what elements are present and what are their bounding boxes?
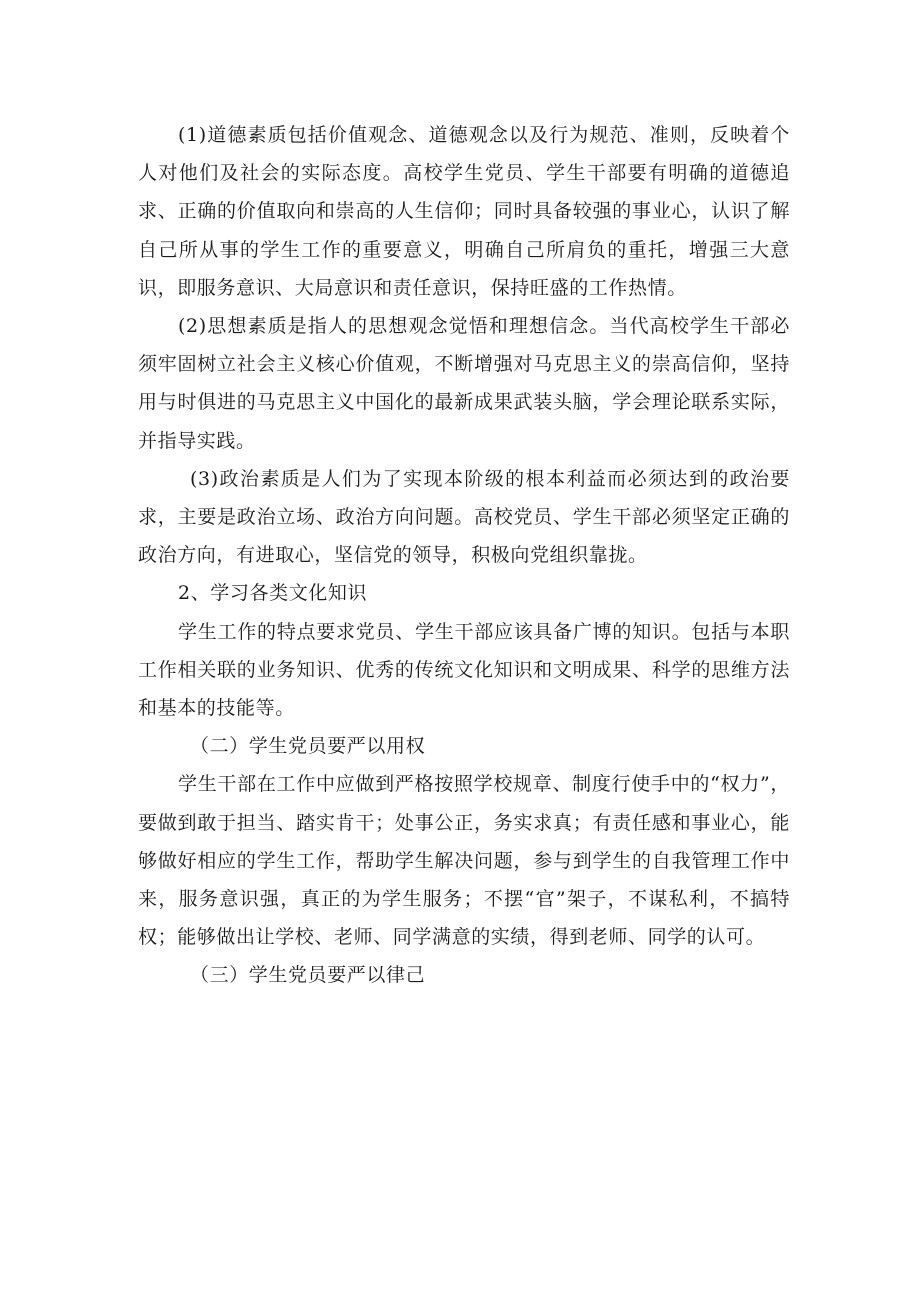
document-body xyxy=(138,116,790,995)
heading-cultural-knowledge: 2、学习各类文化知识 xyxy=(178,582,368,605)
heading-use-power-strictly: （二）学生党员要严以用权 xyxy=(190,735,426,758)
paragraph-knowledge: 学生工作的特点要求党员、学生干部应该具备广博的知识。包括与本职工作相关联的业务知识、优秀的传统文化知识和文明成果、科学的思维方法和基本的技能等。 xyxy=(138,620,790,720)
paragraph-moral-quality: (1)道德素质包括价值观念、道德观念以及行为规范、准则，反映着个人对他们及社会的实际态度。高校学生党员、学生干部要有明确的道德追求、正确的价值取向和崇高的人生信仰；同时具备较强的事业心，认识了解自己所从事的学生工作的重要意义，明确自己所肩负的重托，增强三大意识，即服务意识、大局意识和责任意识，保持旺盛的工作热情。 xyxy=(138,124,790,299)
paragraph-ideological-quality: (2)思想素质是指人的思想观念觉悟和理想信念。当代高校学生干部必须牢固树立社会主义核心价值观，不断增强对马克思主义的崇高信仰，坚持用与时俱进的马克思主义中国化的最新成果武装头脑，学会理论联系实际，并指导实践。 xyxy=(138,315,790,452)
heading-self-discipline: （三）学生党员要严以律己 xyxy=(190,964,426,987)
paragraph-political-quality: (3)政治素质是人们为了实现本阶级的根本利益而必须达到的政治要求，主要是政治立场、政治方向问题。高校党员、学生干部必须坚定正确的政治方向，有进取心，坚信党的领导，积极向党组织靠拢。 xyxy=(138,467,790,567)
paragraph-use-power: 学生干部在工作中应做到严格按照学校规章、制度行使手中的“权力”，要做到敢于担当、踏实肯干；处事公正，务实求真；有责任感和事业心，能够做好相应的学生工作，帮助学生解决问题，参与到学生的自我管理工作中来，服务意识强，真正的为学生服务；不摆“官”架子，不谋私利，不搞特权；能够做出让学校、老师、同学满意的实绩，得到老师、同学的认可。 xyxy=(138,773,790,949)
